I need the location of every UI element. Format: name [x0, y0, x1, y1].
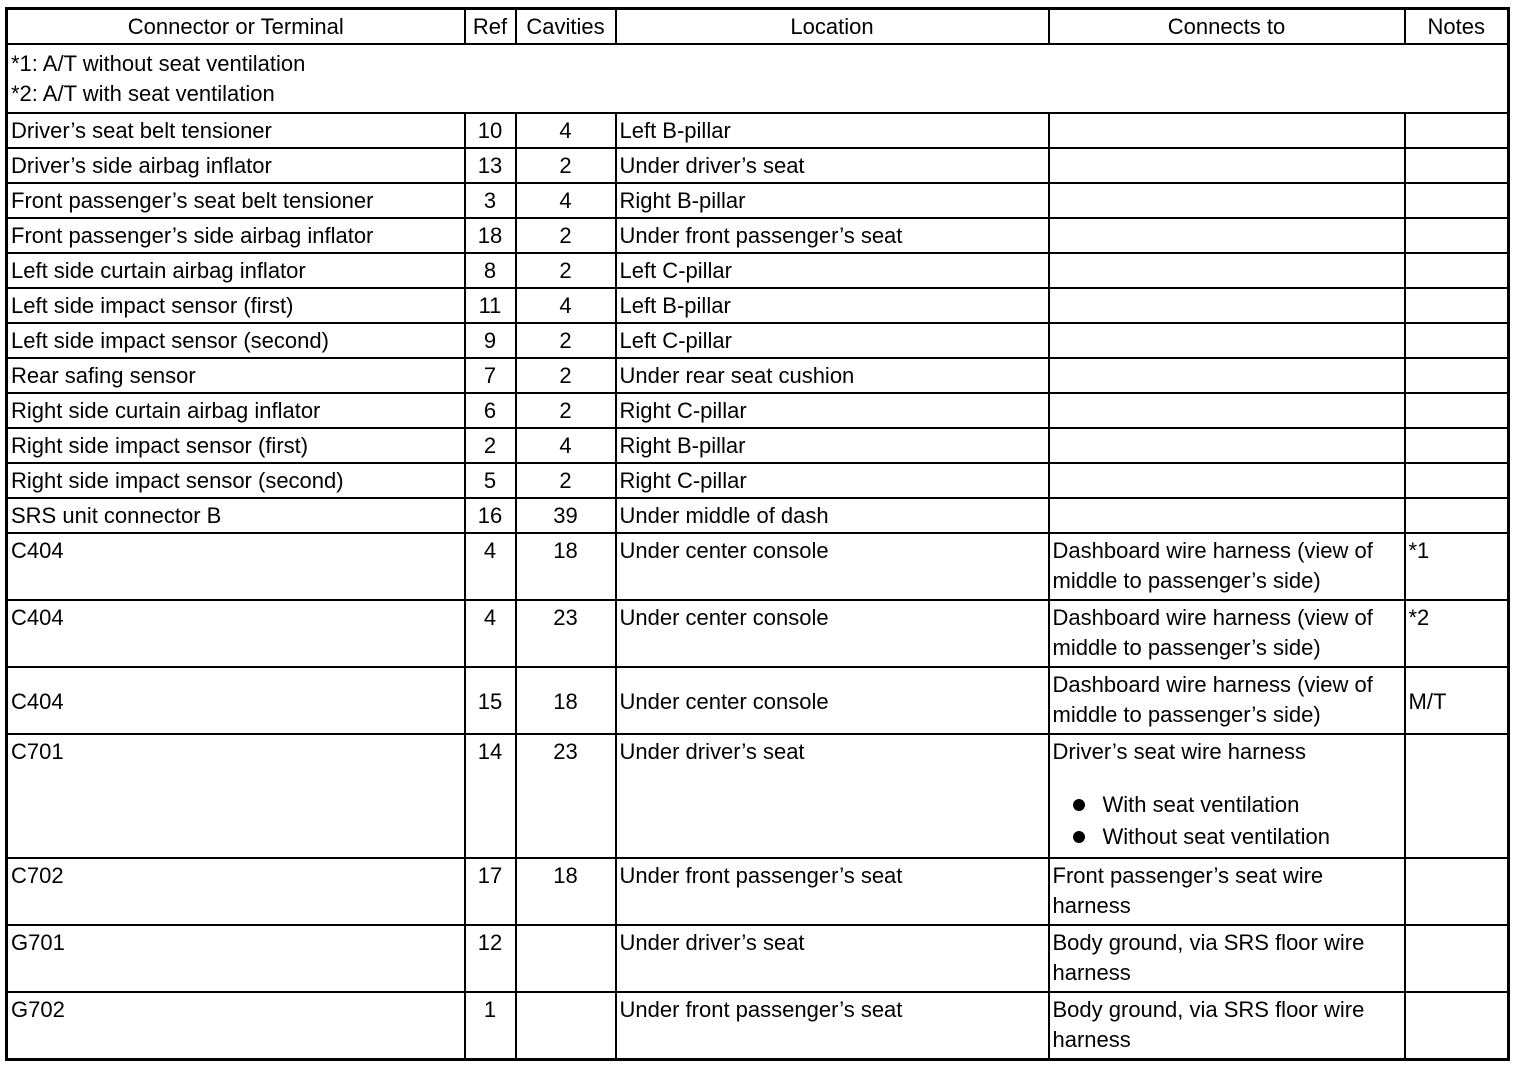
cavities-cell: 2 — [516, 393, 616, 428]
ref-cell: 2 — [465, 428, 516, 463]
notes-cell — [1405, 358, 1509, 393]
list-item — [1067, 821, 1401, 853]
location-cell: Left C-pillar — [616, 253, 1049, 288]
location-cell: Under front passenger’s seat — [616, 858, 1049, 925]
connects-to-cell: Dashboard wire harness (view of middle to passenger’s side) — [1049, 533, 1405, 600]
notes-cell — [1405, 393, 1509, 428]
cavities-cell: 18 — [516, 667, 616, 734]
table-row — [7, 925, 1509, 992]
connects-to-cell — [1049, 148, 1405, 183]
ref-cell: 8 — [465, 253, 516, 288]
table-row — [7, 148, 1509, 183]
connects-to-cell — [1049, 734, 1405, 858]
location-cell: Under front passenger’s seat — [616, 218, 1049, 253]
cavities-cell: 2 — [516, 323, 616, 358]
footnote-row — [7, 44, 1509, 113]
ref-cell: 17 — [465, 858, 516, 925]
table-row — [7, 667, 1509, 734]
location-cell: Under middle of dash — [616, 498, 1049, 533]
ref-cell: 12 — [465, 925, 516, 992]
notes-cell — [1405, 858, 1509, 925]
variant-label: With seat ventilation — [1102, 792, 1300, 817]
connects-to-cell — [1049, 428, 1405, 463]
location-cell: Under driver’s seat — [616, 148, 1049, 183]
ref-cell: 16 — [465, 498, 516, 533]
ref-cell: 4 — [465, 533, 516, 600]
notes-cell — [1405, 218, 1509, 253]
connector-cell: Front passenger’s side airbag inflator — [7, 218, 465, 253]
notes-cell — [1405, 323, 1509, 358]
connector-cell: Right side impact sensor (first) — [7, 428, 465, 463]
connector-cell: Right side curtain airbag inflator — [7, 393, 465, 428]
cavities-cell — [516, 925, 616, 992]
cavities-cell: 4 — [516, 183, 616, 218]
bullet-icon — [1073, 799, 1085, 811]
connects-to-text: Driver’s seat wire harness — [1052, 739, 1306, 764]
connector-cell: C701 — [7, 734, 465, 858]
table-row — [7, 113, 1509, 148]
location-cell: Right C-pillar — [616, 463, 1049, 498]
notes-cell — [1405, 734, 1509, 858]
notes-cell — [1405, 498, 1509, 533]
table-row — [7, 253, 1509, 288]
table-row — [7, 323, 1509, 358]
notes-cell — [1405, 992, 1509, 1060]
connector-cell: Left side impact sensor (second) — [7, 323, 465, 358]
connects-to-cell — [1049, 113, 1405, 148]
cavities-cell: 18 — [516, 533, 616, 600]
connector-cell: Left side curtain airbag inflator — [7, 253, 465, 288]
connector-cell: SRS unit connector B — [7, 498, 465, 533]
table-row — [7, 218, 1509, 253]
cavities-cell: 2 — [516, 148, 616, 183]
header-location: Location — [616, 9, 1049, 45]
list-item — [1067, 789, 1401, 821]
connector-table — [5, 7, 1510, 1061]
location-cell: Under center console — [616, 667, 1049, 734]
ref-cell: 6 — [465, 393, 516, 428]
table-row — [7, 734, 1509, 858]
connects-to-cell — [1049, 498, 1405, 533]
location-cell: Under driver’s seat — [616, 734, 1049, 858]
location-cell: Left B-pillar — [616, 288, 1049, 323]
location-cell: Right B-pillar — [616, 183, 1049, 218]
ref-cell: 1 — [465, 992, 516, 1060]
cavities-cell — [516, 992, 616, 1060]
header-ref: Ref — [465, 9, 516, 45]
ref-cell: 15 — [465, 667, 516, 734]
notes-cell — [1405, 463, 1509, 498]
table-row — [7, 858, 1509, 925]
location-cell: Under center console — [616, 600, 1049, 667]
variant-list — [1053, 789, 1401, 853]
notes-cell: *2 — [1405, 600, 1509, 667]
variant-label: Without seat ventilation — [1102, 824, 1330, 849]
notes-cell — [1405, 925, 1509, 992]
cavities-cell: 2 — [516, 253, 616, 288]
notes-cell — [1405, 183, 1509, 218]
bullet-icon — [1073, 831, 1085, 843]
ref-cell: 5 — [465, 463, 516, 498]
table-row — [7, 428, 1509, 463]
connector-cell: Driver’s side airbag inflator — [7, 148, 465, 183]
connects-to-cell — [1049, 463, 1405, 498]
ref-cell: 9 — [465, 323, 516, 358]
ref-cell: 4 — [465, 600, 516, 667]
location-cell: Under front passenger’s seat — [616, 992, 1049, 1060]
location-cell: Left B-pillar — [616, 113, 1049, 148]
cavities-cell: 2 — [516, 463, 616, 498]
cavities-cell: 4 — [516, 113, 616, 148]
cavities-cell: 4 — [516, 288, 616, 323]
cavities-cell: 39 — [516, 498, 616, 533]
cavities-cell: 2 — [516, 358, 616, 393]
cavities-cell: 23 — [516, 600, 616, 667]
connects-to-cell — [1049, 183, 1405, 218]
location-cell: Right B-pillar — [616, 428, 1049, 463]
table-row — [7, 358, 1509, 393]
location-cell: Right C-pillar — [616, 393, 1049, 428]
connects-to-cell: Dashboard wire harness (view of middle to passenger’s side) — [1049, 667, 1405, 734]
cavities-cell: 2 — [516, 218, 616, 253]
header-notes: Notes — [1405, 9, 1509, 45]
footnote-2: *2: A/T with seat ventilation — [11, 81, 275, 106]
connector-cell: Left side impact sensor (first) — [7, 288, 465, 323]
notes-cell: M/T — [1405, 667, 1509, 734]
ref-cell: 18 — [465, 218, 516, 253]
connects-to-cell — [1049, 358, 1405, 393]
table-row — [7, 183, 1509, 218]
cavities-cell: 4 — [516, 428, 616, 463]
ref-cell: 7 — [465, 358, 516, 393]
table-row — [7, 533, 1509, 600]
connects-to-cell — [1049, 218, 1405, 253]
connector-table-wrapper — [5, 7, 1510, 1061]
notes-cell — [1405, 148, 1509, 183]
connector-cell: Driver’s seat belt tensioner — [7, 113, 465, 148]
connector-cell: G701 — [7, 925, 465, 992]
header-connects-to: Connects to — [1049, 9, 1405, 45]
table-row — [7, 288, 1509, 323]
connector-cell: Right side impact sensor (second) — [7, 463, 465, 498]
notes-cell — [1405, 113, 1509, 148]
connects-to-cell — [1049, 288, 1405, 323]
connects-to-cell: Dashboard wire harness (view of middle to passenger’s side) — [1049, 600, 1405, 667]
notes-cell: *1 — [1405, 533, 1509, 600]
table-row — [7, 992, 1509, 1060]
location-cell: Under driver’s seat — [616, 925, 1049, 992]
header-row — [7, 9, 1509, 45]
notes-cell — [1405, 288, 1509, 323]
cavities-cell: 18 — [516, 858, 616, 925]
connects-to-cell — [1049, 253, 1405, 288]
connector-cell: Rear safing sensor — [7, 358, 465, 393]
table-row — [7, 463, 1509, 498]
connector-cell: G702 — [7, 992, 465, 1060]
ref-cell: 13 — [465, 148, 516, 183]
notes-cell — [1405, 428, 1509, 463]
footnote-cell — [7, 44, 1509, 113]
connects-to-cell: Front passenger’s seat wire harness — [1049, 858, 1405, 925]
notes-cell — [1405, 253, 1509, 288]
connector-cell: C404 — [7, 533, 465, 600]
connects-to-cell: Body ground, via SRS floor wire harness — [1049, 992, 1405, 1060]
connects-to-cell: Body ground, via SRS floor wire harness — [1049, 925, 1405, 992]
location-cell: Under rear seat cushion — [616, 358, 1049, 393]
header-connector: Connector or Terminal — [7, 9, 465, 45]
footnote-1: *1: A/T without seat ventilation — [11, 51, 306, 76]
location-cell: Left C-pillar — [616, 323, 1049, 358]
connects-to-cell — [1049, 393, 1405, 428]
ref-cell: 14 — [465, 734, 516, 858]
ref-cell: 3 — [465, 183, 516, 218]
connector-cell: Front passenger’s seat belt tensioner — [7, 183, 465, 218]
table-row — [7, 600, 1509, 667]
location-cell: Under center console — [616, 533, 1049, 600]
connector-cell: C404 — [7, 667, 465, 734]
cavities-cell: 23 — [516, 734, 616, 858]
ref-cell: 10 — [465, 113, 516, 148]
table-row — [7, 393, 1509, 428]
ref-cell: 11 — [465, 288, 516, 323]
connector-cell: C702 — [7, 858, 465, 925]
table-row — [7, 498, 1509, 533]
connector-cell: C404 — [7, 600, 465, 667]
connects-to-cell — [1049, 323, 1405, 358]
header-cavities: Cavities — [516, 9, 616, 45]
